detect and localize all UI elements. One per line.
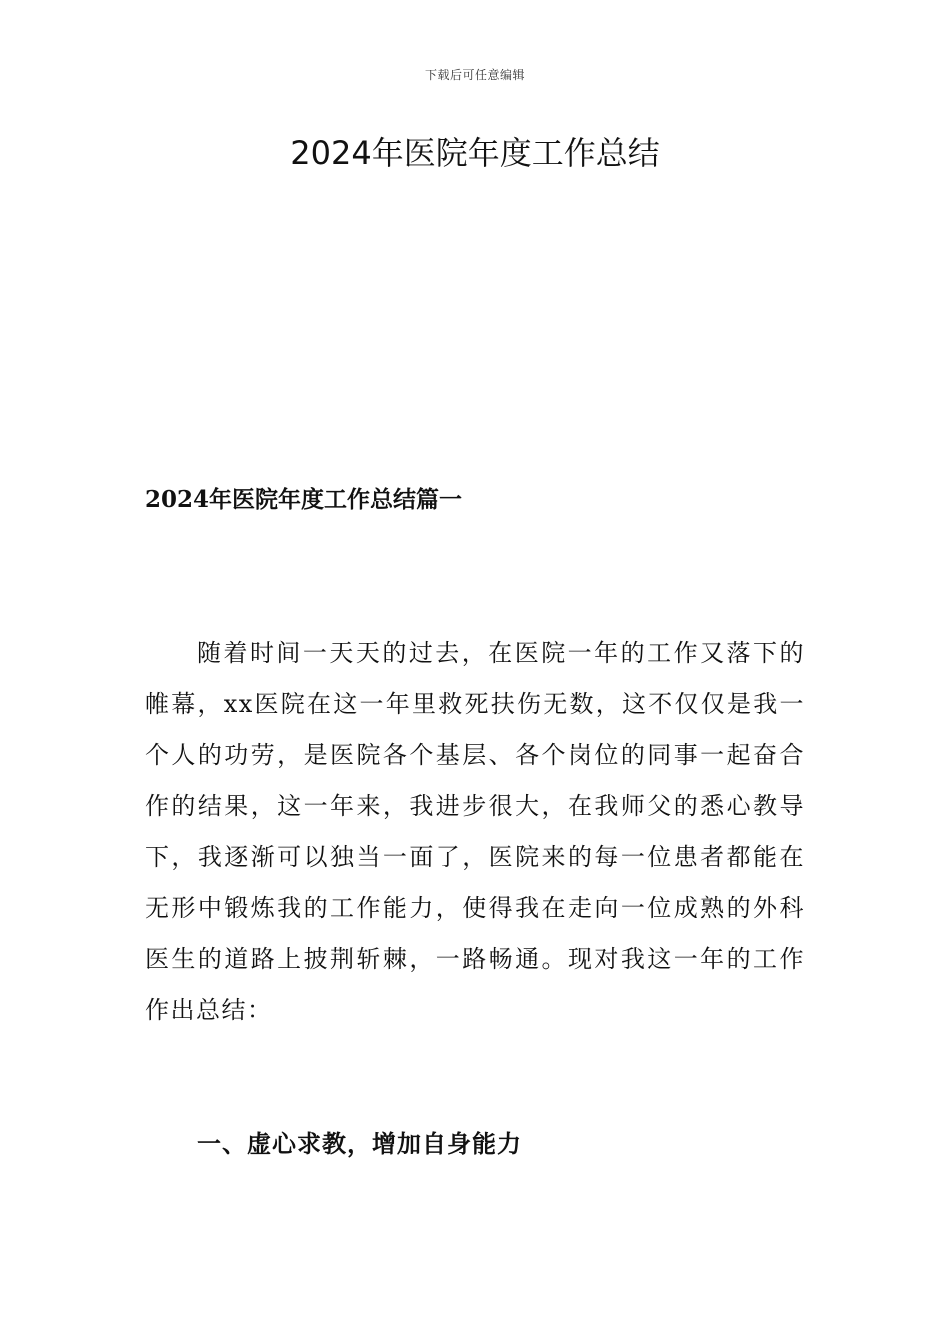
subheading: 一、虚心求教，增加自身能力 [197,1129,522,1158]
header-note: 下载后可任意编辑 [424,68,525,82]
body-paragraph: 随着时间一天天的过去，在医院一年的工作又落下的帷幕，xx医院在这一年里救死扶伤无数，这不仅仅是我一个人的功劳，是医院各个基层、各个岗位的同事一起奋合作的结果，这一年来，我进步很大，在我师父的悉心教导下，我逐渐可以独当一面了，医院来的每一位患者都能在无形中锻炼我的工作能力，使得我在走向一位成熟的外科医生的道路上披荆斩棘，一路畅通。现对我这一年的工作作出总结： [145,639,805,1024]
document-title: 2024年医院年度工作总结 [290,134,660,172]
section-title: 2024年医院年度工作总结篇一 [145,486,463,513]
